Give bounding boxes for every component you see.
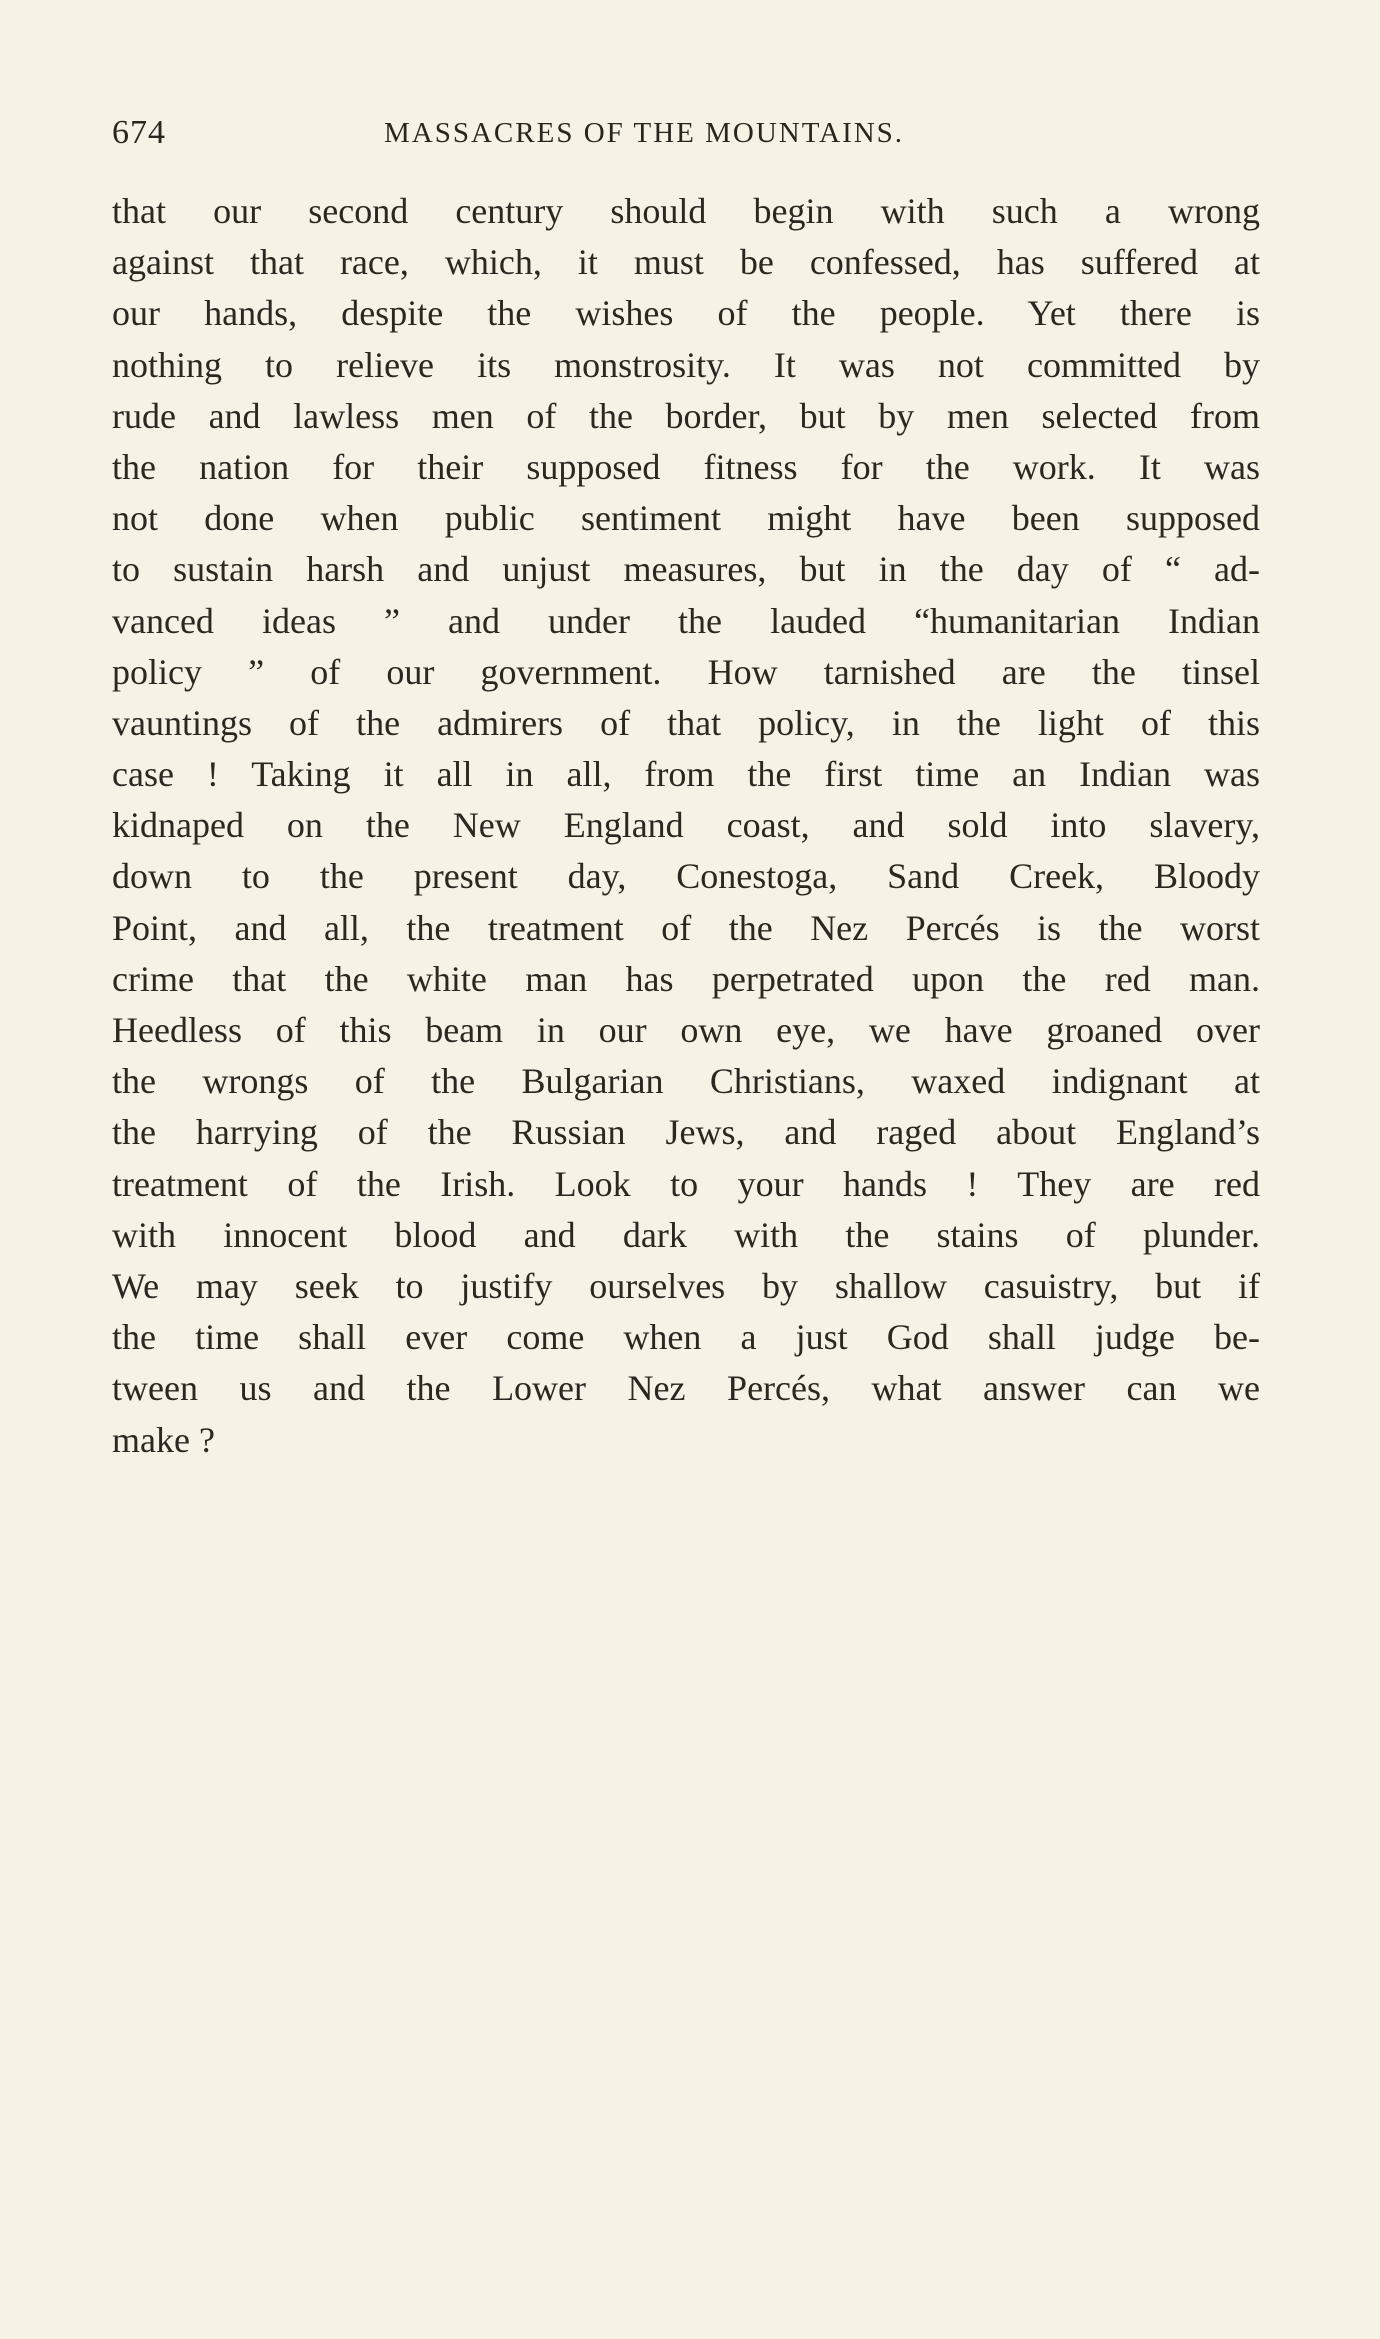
text-line: not done when public sentiment might have been supposed: [112, 498, 1260, 539]
text-line: crime that the white man has perpetrated upon the red man.: [112, 958, 1260, 999]
text-line: case ! Taking it all in all, from the first time an Indian was: [112, 754, 1260, 795]
running-title: MASSACRES OF THE MOUNTAINS.: [384, 117, 905, 149]
text-line: with innocent blood and dark with the stains of plunder.: [112, 1214, 1260, 1255]
text-line: to sustain harsh and unjust measures, but in the day of “ ad-: [112, 549, 1260, 590]
text-line: tween us and the Lower Nez Percés, what answer can we: [112, 1368, 1260, 1409]
running-head: [112, 108, 1260, 158]
text-line: Heedless of this beam in our own eye, we have groaned over: [112, 1010, 1260, 1050]
text-line: policy ” of our government. How tarnished are the tinsel: [112, 651, 1260, 692]
text-line: We may seek to justify ourselves by shallow casuistry, but if: [112, 1265, 1260, 1306]
text-line: the time shall ever come when a just God shall judge be-: [112, 1317, 1260, 1358]
text-line: kidnaped on the New England coast, and sold into slavery,: [112, 805, 1260, 846]
page-number: 674: [112, 114, 166, 151]
text-line: that our second century should begin with such a wrong: [112, 191, 1260, 231]
text-line: down to the present day, Conestoga, Sand Creek, Bloody: [112, 856, 1260, 897]
text-line: nothing to relieve its monstrosity. It was not committed by: [112, 344, 1260, 385]
text-line: our hands, despite the wishes of the people. Yet there is: [112, 293, 1260, 334]
text-line: the harrying of the Russian Jews, and raged about England’s: [112, 1112, 1260, 1153]
text-line: against that race, which, it must be confessed, has suffered at: [112, 242, 1260, 283]
text-line: make ?: [112, 1419, 215, 1460]
text-line: the nation for their supposed fitness for the work. It was: [112, 446, 1260, 487]
body-paragraph: [112, 186, 1260, 1466]
text-line: rude and lawless men of the border, but by men selected from: [112, 395, 1260, 436]
text-line: vauntings of the admirers of that policy, in the light of this: [112, 702, 1260, 743]
text-line: the wrongs of the Bulgarian Christians, waxed indignant at: [112, 1061, 1260, 1102]
text-line: vanced ideas ” and under the lauded “humanitarian Indian: [112, 600, 1260, 641]
text-line: treatment of the Irish. Look to your hands ! They are red: [112, 1163, 1260, 1204]
text-line: Point, and all, the treatment of the Nez Percés is the worst: [112, 907, 1260, 948]
